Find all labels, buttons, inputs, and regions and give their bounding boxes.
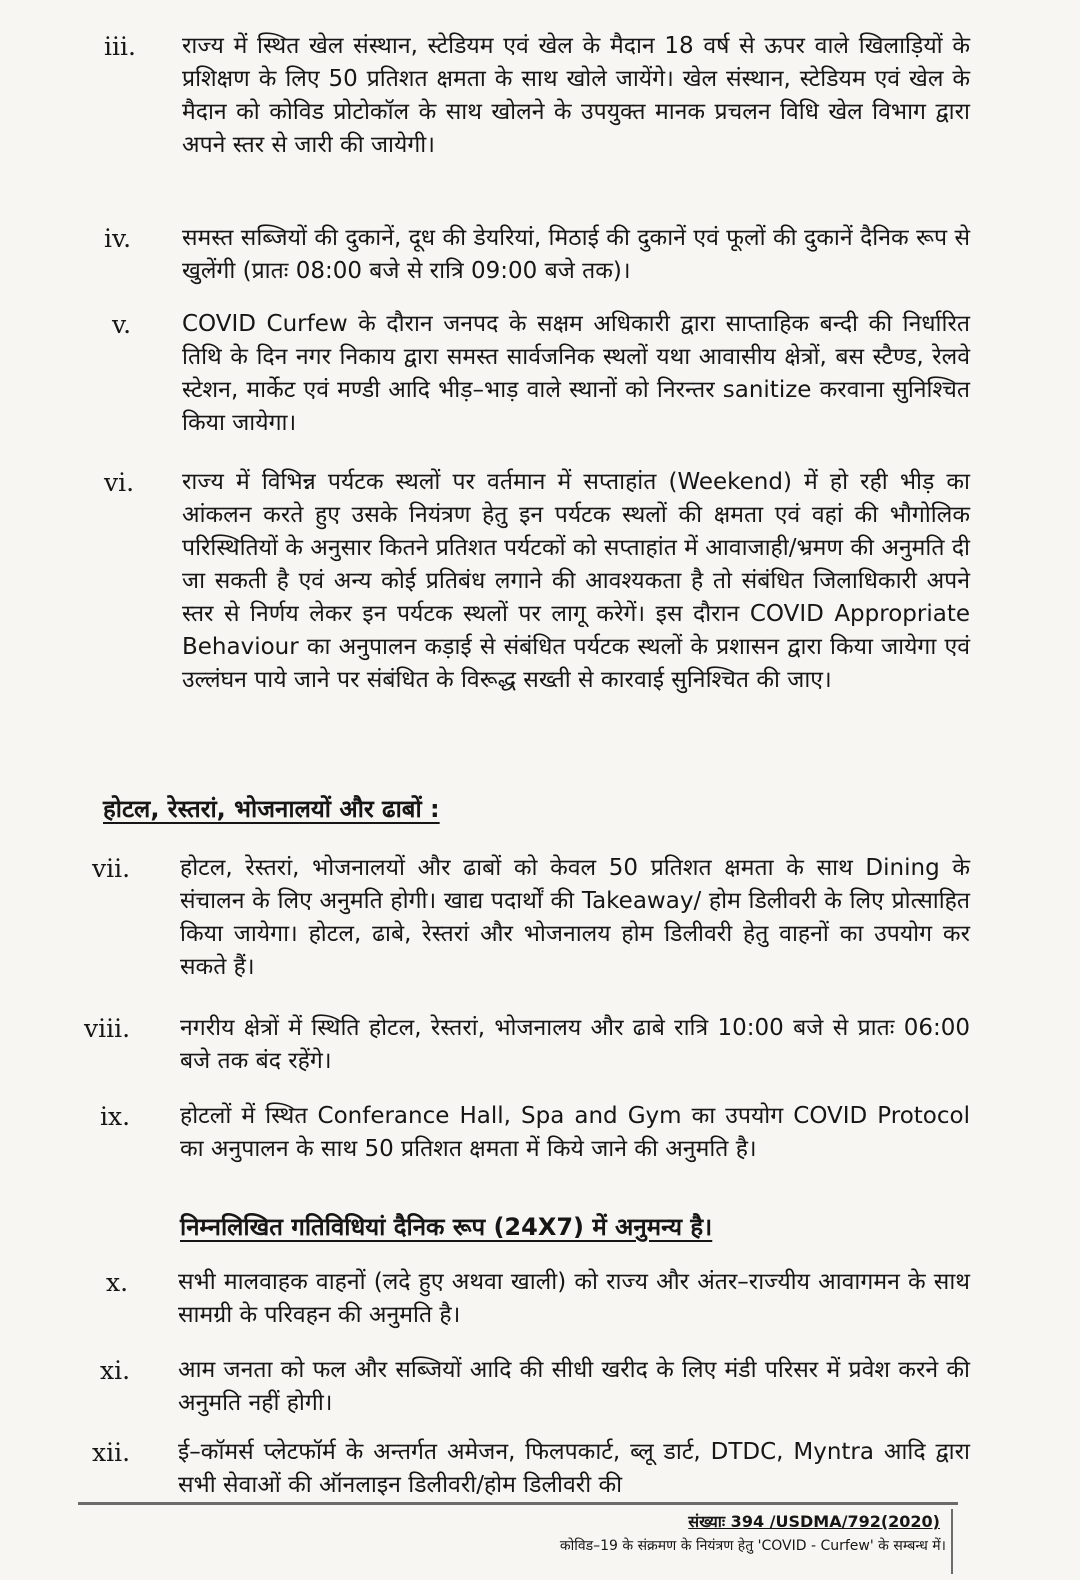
clause-number: iii. [104, 32, 136, 61]
clause-number: v. [112, 310, 132, 339]
clause-number: xi. [100, 1356, 131, 1385]
clause-number: iv. [104, 224, 132, 253]
clause-text: COVID Curfew के दौरान जनपद के सक्षम अधिकारी द्वारा साप्ताहिक बन्दी की निर्धारित तिथि के दिन नगर निकाय द्वारा समस्त सार्वजनिक स्थलों यथा आवासीय क्षेत्रों, बस स्टैण्ड, रेलवे स्टेशन, मार्केट एवं मण्डी आदि भीड़–भाड़ वाले स्थानों को निरन्तर sanitize करवाना सुनिश्चित किया जायेगा। [182, 311, 970, 436]
clause-number: vii. [92, 854, 131, 883]
section-heading-daily-activities: निम्नलिखित गतिविधियां दैनिक रूप (24X7) में अनुमन्य है। [180, 1213, 713, 1241]
clause-number: ix. [100, 1102, 131, 1131]
footer-divider [78, 1502, 958, 1505]
clause-text: राज्य में स्थित खेल संस्थान, स्टेडियम एवं खेल के मैदान 18 वर्ष से ऊपर वाले खिलाड़ियों के प्रशिक्षण के लिए 50 प्रतिशत क्षमता के साथ खोले जायेंगे। खेल संस्थान, स्टेडियम एवं खेल के मैदान को कोविड प्रोटोकॉल के साथ खोलने के उपयुक्त मानक प्रचलन विधि खेल विभाग द्वारा अपने स्तर से जारी की जायेगी। [182, 33, 970, 158]
clause-text: आम जनता को फल और सब्जियों आदि की सीधी खरीद के लिए मंडी परिसर में प्रवेश करने की अनुमति नहीं होगी। [178, 1357, 970, 1416]
clause-text: नगरीय क्षेत्रों में स्थिति होटल, रेस्तरां, भोजनालय और ढाबे रात्रि 10:00 बजे से प्रातः 06:00 बजे तक बंद रहेंगे। [180, 1015, 970, 1074]
footer-subject: कोविड–19 के संक्रमण के नियंत्रण हेतु 'COVID - Curfew' के सम्बन्ध में। [559, 1538, 946, 1554]
section-heading-hotels: होटल, रेस्तरां, भोजनालयों और ढाबों : [103, 795, 440, 823]
footer-vertical-divider [951, 1509, 953, 1574]
clause-text: होटल, रेस्तरां, भोजनालयों और ढाबों को केवल 50 प्रतिशत क्षमता के साथ Dining के संचालन के लिए अनुमति होगी। खाद्य पदार्थों की Takeaway/ होम डिलीवरी के लिए प्रोत्साहित किया जायेगा। होटल, ढाबे, रेस्तरां और भोजनालय होम डिलीवरी हेतु वाहनों का उपयोग कर सकते हैं। [180, 855, 970, 980]
clause-number: viii. [84, 1014, 131, 1043]
footer-reference-number: संख्याः 394 /USDMA/792(2020) [688, 1512, 940, 1531]
clause-text: ई–कॉमर्स प्लेटफॉर्म के अन्तर्गत अमेजन, फिलपकार्ट, ब्लू डार्ट, DTDC, Myntra आदि द्वारा सभी सेवाओं की ऑनलाइन डिलीवरी/होम डिलीवरी की [178, 1439, 970, 1498]
clause-text: सभी मालवाहक वाहनों (लदे हुए अथवा खाली) को राज्य और अंतर–राज्यीय आवागमन के साथ सामग्री के परिवहन की अनुमति है। [178, 1269, 970, 1328]
clause-text: समस्त सब्जियों की दुकानें, दूध की डेयरियां, मिठाई की दुकानें एवं फूलों की दुकानें दैनिक रूप से खुलेंगी (प्रातः 08:00 बजे से रात्रि 09:00 बजे तक)। [182, 225, 970, 284]
clause-number: xii. [92, 1438, 131, 1467]
clause-number: x. [106, 1268, 129, 1297]
clause-text: होटलों में स्थित Conferance Hall, Spa and Gym का उपयोग COVID Protocol का अनुपालन के साथ 50 प्रतिशत क्षमता में किये जाने की अनुमति है। [180, 1103, 970, 1162]
clause-text: राज्य में विभिन्न पर्यटक स्थलों पर वर्तमान में सप्ताहांत (Weekend) में हो रही भीड़ का आंकलन करते हुए उसके नियंत्रण हेतु इन पर्यटक स्थलों की क्षमता एवं वहां की भौगोलिक परिस्थितियों के अनुसार कितने प्रतिशत पर्यटकों को सप्ताहांत में आवाजाही/भ्रमण की अनुमति दी जा सकती है एवं अन्य कोई प्रतिबंध लगाने की आवश्यकता है तो संबंधित जिलाधिकारी अपने स्तर से निर्णय लेकर इन पर्यटक स्थलों पर लागू करेगें। इस दौरान COVID Appropriate Behaviour का अनुपालन कड़ाई से संबंधित पर्यटक स्थलों के प्रशासन द्वारा किया जायेगा एवं उल्लंघन पाये जाने पर संबंधित के विरूद्ध सख्ती से कारवाई सुनिश्चित की जाए। [182, 469, 970, 693]
clause-number: vi. [104, 468, 135, 497]
